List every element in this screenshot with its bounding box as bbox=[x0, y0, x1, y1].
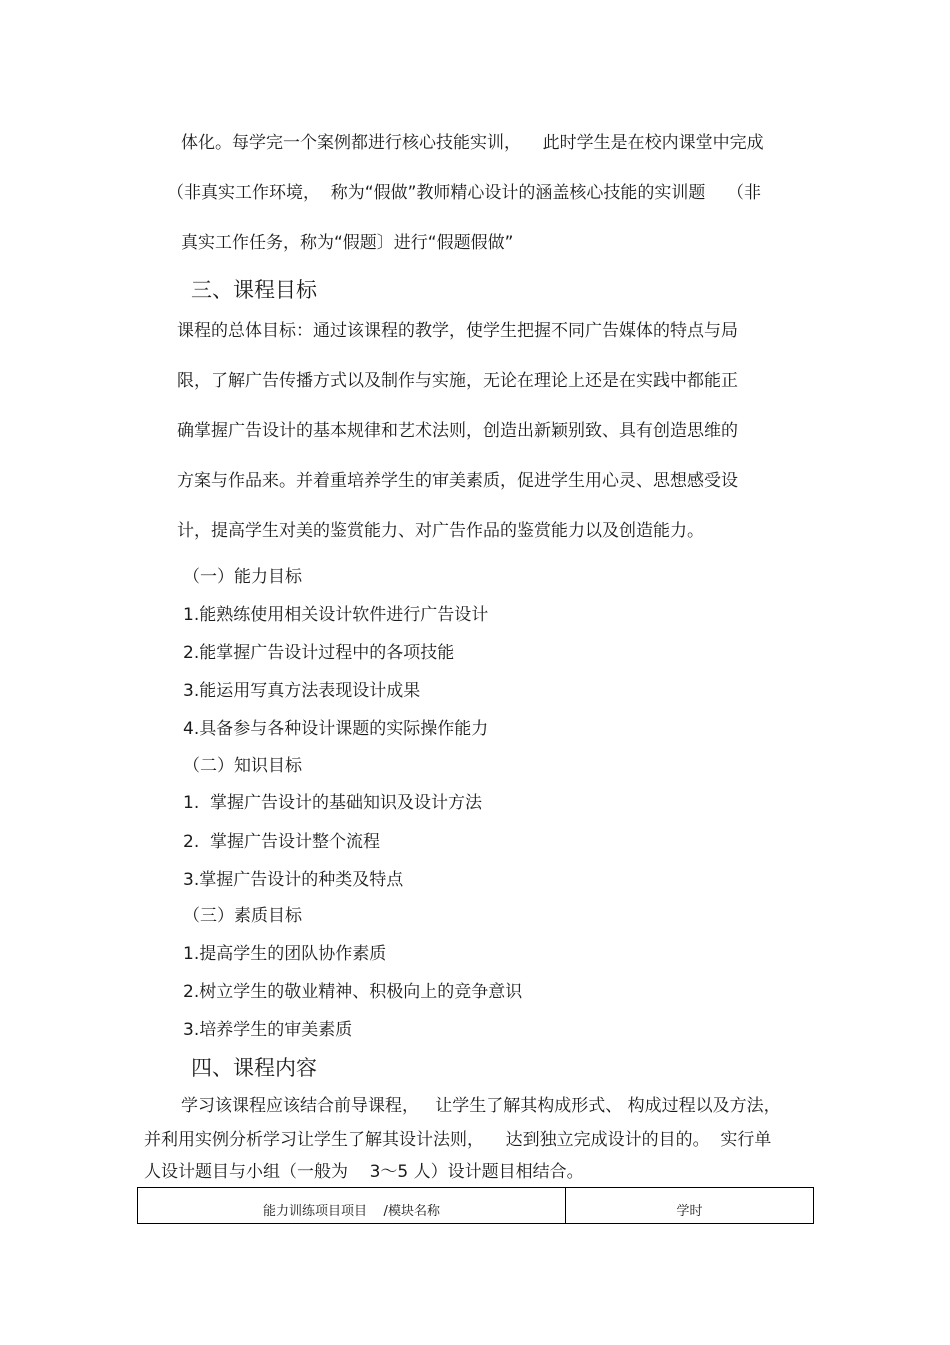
overall-goal-line-5: 计，提高学生对美的鉴赏能力、对广告作品的鉴赏能力以及创造能力。 bbox=[177, 521, 704, 541]
knowledge-goal-item-2: 2. 掌握广告设计整个流程 bbox=[183, 832, 381, 852]
ability-goal-item-2: 2.能掌握广告设计过程中的各项技能 bbox=[183, 643, 455, 663]
table-header-module-name: 能力训练项目项目 /模块名称 bbox=[138, 1188, 566, 1223]
ability-goal-item-4: 4.具备参与各种设计课题的实际操作能力 bbox=[183, 719, 489, 739]
intro-line-2: （非真实工作环境， 称为“假做”教师精心设计的涵盖核心技能的实训题 （非 bbox=[167, 183, 762, 203]
section-3-heading: 三、课程目标 bbox=[191, 278, 317, 302]
overall-goal-line-3: 确掌握广告设计的基本规律和艺术法则，创造出新颖别致、具有创造思维的 bbox=[177, 421, 738, 441]
quality-goal-item-3: 3.培养学生的审美素质 bbox=[183, 1020, 353, 1040]
content-paragraph-line-2: 并利用实例分析学习让学生了解其设计法则， 达到独立完成设计的目的。 实行单 bbox=[144, 1130, 772, 1150]
overall-goal-line-2: 限，了解广告传播方式以及制作与实施，无论在理论上还是在实践中都能正 bbox=[177, 371, 738, 391]
ability-goal-title: （一）能力目标 bbox=[183, 567, 302, 587]
ability-goal-item-1: 1.能熟练使用相关设计软件进行广告设计 bbox=[183, 605, 489, 625]
quality-goal-item-1: 1.提高学生的团队协作素质 bbox=[183, 944, 387, 964]
intro-line-1: 体化。每学完一个案例都进行核心技能实训， 此时学生是在校内课堂中完成 bbox=[181, 133, 764, 153]
content-paragraph-line-1: 学习该课程应该结合前导课程， 让学生了解其构成形式、 构成过程以及方法， bbox=[181, 1096, 781, 1116]
table-header-hours: 学时 bbox=[676, 1204, 703, 1219]
ability-goal-item-3: 3.能运用写真方法表现设计成果 bbox=[183, 681, 421, 701]
knowledge-goal-title: （二）知识目标 bbox=[183, 756, 302, 776]
intro-line-3: 真实工作任务，称为“假题〕进行“假题假做” bbox=[181, 233, 514, 253]
overall-goal-line-1: 课程的总体目标：通过该课程的教学，使学生把握不同广告媒体的特点与局 bbox=[177, 321, 738, 341]
course-module-table bbox=[137, 1187, 814, 1224]
knowledge-goal-item-1: 1. 掌握广告设计的基础知识及设计方法 bbox=[183, 793, 483, 813]
quality-goal-title: （三）素质目标 bbox=[183, 906, 302, 926]
quality-goal-item-2: 2.树立学生的敬业精神、积极向上的竞争意识 bbox=[183, 982, 523, 1002]
content-paragraph-line-3: 人设计题目与小组（一般为 3～5 人）设计题目相结合。 bbox=[144, 1162, 584, 1182]
overall-goal-line-4: 方案与作品来。并着重培养学生的审美素质，促进学生用心灵、思想感受设 bbox=[177, 471, 738, 491]
section-4-heading: 四、课程内容 bbox=[191, 1056, 317, 1080]
knowledge-goal-item-3: 3.掌握广告设计的种类及特点 bbox=[183, 870, 404, 890]
